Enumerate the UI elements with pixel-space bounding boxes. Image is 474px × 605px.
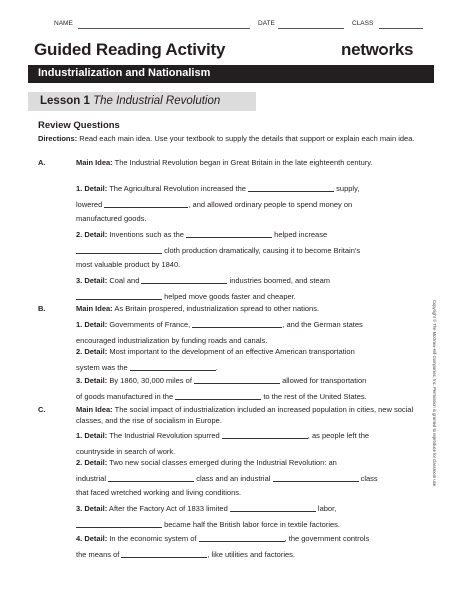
detail-c2: 2. Detail: Two new social classes emerged during the Industrial Revolution: an industrial class and an industrial class that faced wretched working and living conditions. xyxy=(76,458,378,497)
directions: Directions: Read each main idea. Use your textbook to supply the details that support or explain each main idea. xyxy=(38,134,415,143)
class-label: CLASS xyxy=(352,20,374,27)
main-idea-a: Main Idea: The Industrial Revolution began in Great Britain in the late eighteenth century. xyxy=(76,158,373,167)
detail-b1: 1. Detail: Governments of France, , and the German states encouraged industrialization by funding roads and canals. xyxy=(76,320,363,345)
section-letter-b: B. xyxy=(38,304,46,313)
review-heading: Review Questions xyxy=(38,120,120,131)
answer-blank[interactable] xyxy=(76,292,162,300)
chapter-banner xyxy=(28,65,434,83)
name-label: NAME xyxy=(54,20,73,27)
answer-blank[interactable] xyxy=(121,550,207,558)
answer-blank[interactable] xyxy=(141,276,227,284)
answer-blank[interactable] xyxy=(192,320,282,328)
answer-blank[interactable] xyxy=(248,184,334,192)
answer-blank[interactable] xyxy=(175,392,261,400)
main-idea-c: Main Idea: The social impact of industrialization included an increased population in cities, new social classes, and the rise of socialism in Europe. xyxy=(76,405,414,425)
detail-b3: 3. Detail: By 1860, 30,000 miles of allowed for transportation of goods manufactured in the to the rest of the United States. xyxy=(76,376,367,401)
answer-blank[interactable] xyxy=(273,474,359,482)
answer-blank[interactable] xyxy=(104,200,188,208)
logo-ring-icon xyxy=(379,46,388,55)
page-title: Guided Reading Activity xyxy=(34,40,226,59)
section-letter-c: C. xyxy=(38,405,46,414)
date-label: DATE xyxy=(258,20,275,27)
answer-blank[interactable] xyxy=(199,534,285,542)
detail-c1: 1. Detail: The Industrial Revolution spurred , as people left the countryside in search of work. xyxy=(76,431,370,456)
answer-blank[interactable] xyxy=(76,246,162,254)
lesson-title: The Industrial Revolution xyxy=(93,95,221,107)
date-blank xyxy=(278,28,344,29)
section-letter-a: A. xyxy=(38,158,46,167)
answer-blank[interactable] xyxy=(194,376,280,384)
detail-a3: 3. Detail: Coal and industries boomed, and steam helped move goods faster and cheaper. xyxy=(76,276,331,301)
answer-blank[interactable] xyxy=(108,474,194,482)
networks-logo xyxy=(341,40,413,60)
logo-prefix: netw xyxy=(341,40,379,59)
copyright-notice: Copyright © The McGraw-Hill Companies, Inc. Permission is granted to reproduce for classroom use. xyxy=(432,300,437,488)
detail-a2: 2. Detail: Inventions such as the helped increase cloth production dramatically, causing it to become Britain’s most valuable product by 1840. xyxy=(76,230,361,269)
answer-blank[interactable] xyxy=(76,520,162,528)
answer-blank[interactable] xyxy=(222,431,308,439)
answer-blank[interactable] xyxy=(130,363,216,371)
chapter-title: Industrialization and Nationalism xyxy=(38,67,211,79)
lesson-label: Lesson 1 xyxy=(40,95,90,107)
main-idea-b: Main Idea: As Britain prospered, industrialization spread to other nations. xyxy=(76,304,320,313)
logo-suffix: rks xyxy=(388,40,414,59)
detail-c4: 4. Detail: In the economic system of , the government controls the means of , like utilities and factories. xyxy=(76,534,370,559)
lesson-header xyxy=(28,92,256,111)
class-blank xyxy=(379,28,423,29)
detail-a1: 1. Detail: The Agricultural Revolution increased the supply, lowered , and allowed ordinary people to spend money on manufactured goods. xyxy=(76,184,360,223)
answer-blank[interactable] xyxy=(230,504,316,512)
detail-c3: 3. Detail: After the Factory Act of 1833 limited labor, became half the British labor force in textile factories. xyxy=(76,504,341,529)
answer-blank[interactable] xyxy=(186,230,272,238)
student-info-line xyxy=(54,20,424,32)
name-blank xyxy=(78,28,250,29)
detail-b2: 2. Detail: Most important to the development of an effective American transportation system was the . xyxy=(76,347,355,372)
